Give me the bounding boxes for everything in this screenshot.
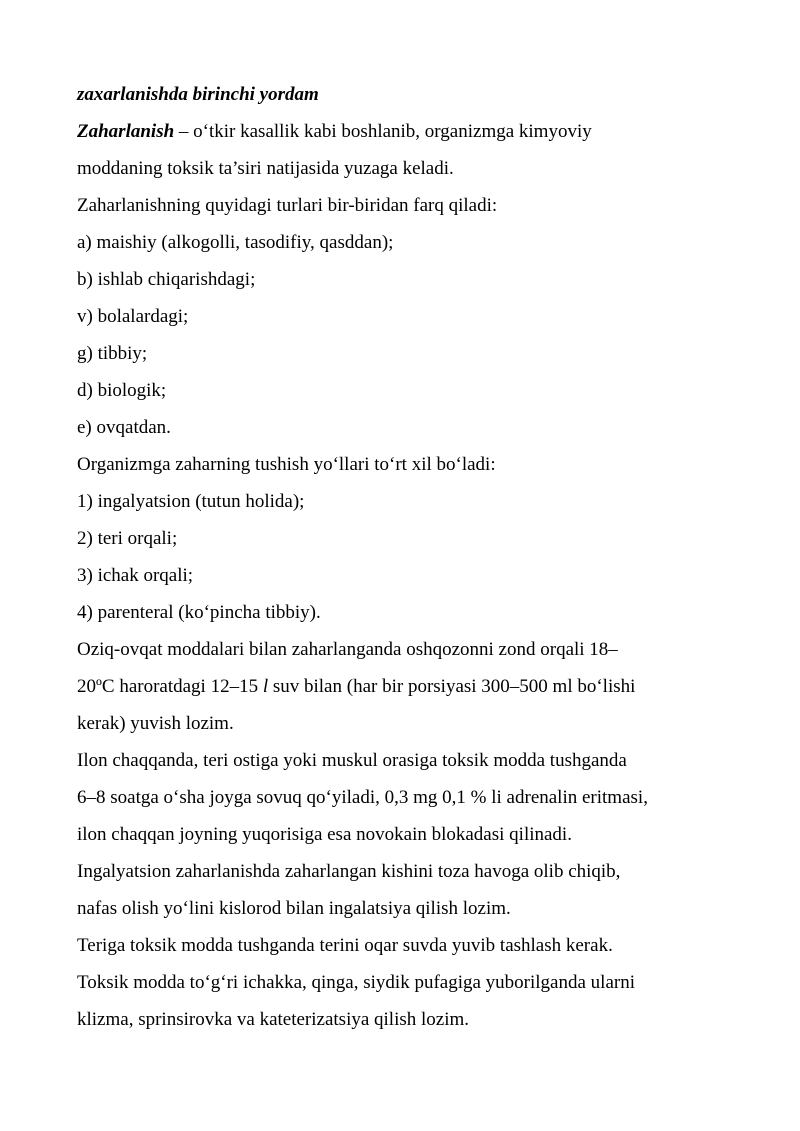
food-paragraph-line-1: Oziq-ovqat moddalari bilan zaharlanganda oshqozonni zond orqali 18– bbox=[77, 639, 618, 660]
types-list-item: g) tibbiy; bbox=[77, 343, 148, 364]
routes-list-item: 3) ichak orqali; bbox=[77, 565, 194, 586]
types-list-item: v) bolalardagi; bbox=[77, 306, 189, 327]
types-list-item: a) maishiy (alkogolli, tasodifiy, qasddan); bbox=[77, 232, 394, 253]
food-paragraph-line-2 bbox=[77, 668, 757, 705]
definition-paragraph-line-2: moddaning toksik ta’siri natijasida yuzaga keladi. bbox=[77, 158, 454, 179]
snake-paragraph-line-3: ilon chaqqan joyning yuqorisiga esa novokain blokadasi qilinadi. bbox=[77, 824, 572, 845]
snake-paragraph-line-1: Ilon chaqqanda, teri ostiga yoki muskul orasiga toksik modda tushganda bbox=[77, 750, 627, 771]
document-heading: zaxarlanishda birinchi yordam bbox=[77, 84, 319, 105]
food-paragraph-line-3: kerak) yuvish lozim. bbox=[77, 713, 234, 734]
inhalation-paragraph-line-2: nafas olish yo‘lini kislorod bilan ingalatsiya qilish lozim. bbox=[77, 898, 511, 919]
food-text-a: 20ºC haroratdagi 12–15 bbox=[77, 676, 263, 697]
definition-text: – o‘tkir kasallik kabi boshlanib, organizmga kimyoviy bbox=[174, 121, 592, 142]
definition-term: Zaharlanish bbox=[77, 121, 175, 142]
routes-list-item: 1) ingalyatsion (tutun holida); bbox=[77, 491, 305, 512]
rectal-paragraph-line-2: klizma, sprinsirovka va kateterizatsiya qilish lozim. bbox=[77, 1009, 470, 1030]
food-text-b: suv bilan (har bir porsiyasi 300–500 ml bo‘lishi bbox=[268, 676, 636, 697]
types-list-item: d) biologik; bbox=[77, 380, 167, 401]
routes-list-item: 2) teri orqali; bbox=[77, 528, 178, 549]
routes-list-item: 4) parenteral (ko‘pincha tibbiy). bbox=[77, 602, 321, 623]
types-list-item: e) ovqatdan. bbox=[77, 417, 171, 438]
inhalation-paragraph-line-1: Ingalyatsion zaharlanishda zaharlangan kishini toza havoga olib chiqib, bbox=[77, 861, 621, 882]
routes-intro: Organizmga zaharning tushish yo‘llari to‘rt xil bo‘ladi: bbox=[77, 454, 496, 475]
rectal-paragraph-line-1: Toksik modda to‘g‘ri ichakka, qinga, siydik pufagiga yuborilganda ularni bbox=[77, 972, 635, 993]
document-body bbox=[77, 76, 757, 1038]
skin-paragraph-line-1: Teriga toksik modda tushganda terini oqar suvda yuvib tashlash kerak. bbox=[77, 935, 613, 956]
snake-paragraph-line-2: 6–8 soatga o‘sha joyga sovuq qo‘yiladi, 0,3 mg 0,1 % li adrenalin eritmasi, bbox=[77, 787, 648, 808]
volume-unit: l bbox=[262, 676, 269, 697]
types-list-item: b) ishlab chiqarishdagi; bbox=[77, 269, 256, 290]
definition-paragraph-line-1 bbox=[77, 113, 757, 150]
types-intro: Zaharlanishning quyidagi turlari bir-biridan farq qiladi: bbox=[77, 195, 498, 216]
